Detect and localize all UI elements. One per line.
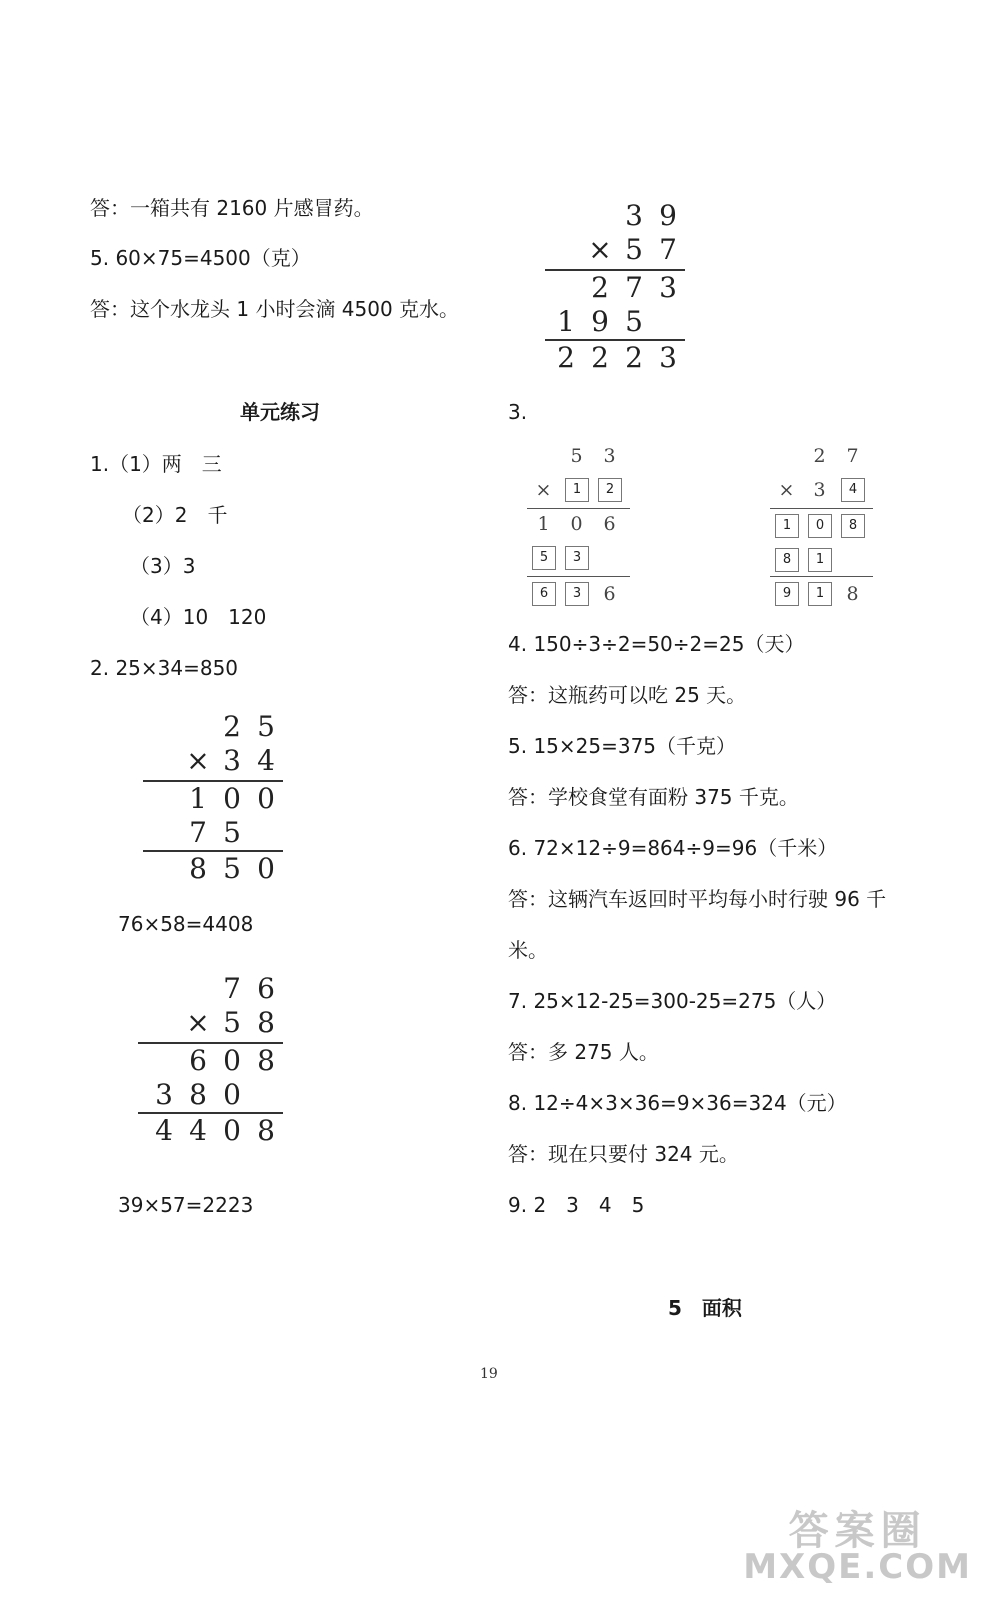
calc-row xyxy=(181,852,283,886)
digit: 5 xyxy=(625,233,643,266)
digit: 0 xyxy=(223,1114,241,1147)
answer-box: 3 xyxy=(565,546,589,570)
page-number: 19 xyxy=(480,1366,498,1382)
digit: 3 xyxy=(625,199,643,232)
question-7: 7. 25×12-25=300-25=275（人） xyxy=(508,989,837,1013)
digit: 3 xyxy=(659,271,677,304)
answer-box: 5 xyxy=(532,546,556,570)
calc-row xyxy=(770,476,869,504)
answer-box: 1 xyxy=(775,514,799,538)
section-title: 5 面积 xyxy=(668,1296,742,1320)
watermark-line2: MXQE.COM xyxy=(743,1547,972,1587)
calc-row xyxy=(181,782,283,816)
digit: 7 xyxy=(189,816,207,849)
digit: 9 xyxy=(659,199,677,232)
digit: 0 xyxy=(223,1044,241,1077)
digit: 2 xyxy=(625,341,643,374)
digit: 2 xyxy=(813,445,826,467)
answer-8: 答：现在只要付 324 元。 xyxy=(508,1142,739,1166)
answer-box: 9 xyxy=(775,582,799,606)
answer-box: 1 xyxy=(565,478,589,502)
digit: 6 xyxy=(257,972,275,1005)
digit: 6 xyxy=(603,583,616,605)
watermark-logo xyxy=(743,1508,972,1587)
question-9: 9. 2 3 4 5 xyxy=(508,1193,645,1217)
digit: 1 xyxy=(537,513,550,535)
times-sign: × xyxy=(186,744,210,777)
times-sign: × xyxy=(186,1006,210,1039)
digit: 7 xyxy=(625,271,643,304)
answer-7: 答：多 275 人。 xyxy=(508,1040,659,1064)
answer-box: 6 xyxy=(532,582,556,606)
calc-row xyxy=(549,341,685,375)
calc-row xyxy=(215,972,283,1006)
watermark-line1: 答案圈 xyxy=(788,1508,927,1554)
calc-row xyxy=(549,305,651,339)
times-sign: × xyxy=(778,479,795,501)
answer-box: 2 xyxy=(598,478,622,502)
digit: 0 xyxy=(223,1078,241,1111)
digit: 8 xyxy=(257,1044,275,1077)
digit: 5 xyxy=(570,445,583,467)
unit-title: 单元练习 xyxy=(240,400,320,424)
equation-39x57: 39×57=2223 xyxy=(118,1193,254,1217)
calc-row xyxy=(583,271,685,305)
calc-row xyxy=(181,1006,283,1040)
calc-row xyxy=(147,1078,249,1112)
answer-box: 1 xyxy=(808,548,832,572)
vertical-calc-39x57 xyxy=(545,199,685,375)
calc-row xyxy=(181,816,249,850)
digit: 8 xyxy=(189,852,207,885)
answer-box: 1 xyxy=(808,582,832,606)
answer-text: 答：一箱共有 2160 片感冒药。 xyxy=(90,196,374,220)
digit: 7 xyxy=(223,972,241,1005)
calc-row xyxy=(527,510,626,538)
digit: 3 xyxy=(223,744,241,777)
calc-row xyxy=(215,710,283,744)
digit: 3 xyxy=(155,1078,173,1111)
digit: 7 xyxy=(659,233,677,266)
question-5-right: 5. 15×25=375（千克） xyxy=(508,734,737,758)
digit: 5 xyxy=(257,710,275,743)
digit: 2 xyxy=(557,341,575,374)
digit: 1 xyxy=(557,305,575,338)
times-sign: × xyxy=(535,479,552,501)
digit: 1 xyxy=(189,782,207,815)
answer-box: 4 xyxy=(841,478,865,502)
calc-row xyxy=(770,580,869,608)
q1-part1: 1.（1）两 三 xyxy=(90,452,222,476)
vertical-calc-76x58 xyxy=(138,972,283,1148)
digit: 3 xyxy=(603,445,616,467)
calc-row xyxy=(560,442,626,470)
digit: 0 xyxy=(257,852,275,885)
digit: 5 xyxy=(223,852,241,885)
digit: 4 xyxy=(257,744,275,777)
answer-6: 答：这辆汽车返回时平均每小时行驶 96 千 xyxy=(508,887,887,911)
calc-rule xyxy=(527,576,630,577)
q1-part2: （2）2 千 xyxy=(122,503,228,527)
digit: 8 xyxy=(257,1006,275,1039)
q1-part4: （4）10 120 xyxy=(130,605,267,629)
calc-row xyxy=(527,580,626,608)
answer-6-cont: 米。 xyxy=(508,938,548,962)
q1-part3: （3）3 xyxy=(130,554,196,578)
answer-box: 8 xyxy=(841,514,865,538)
digit: 0 xyxy=(570,513,583,535)
question-2: 2. 25×34=850 xyxy=(90,656,239,680)
calc-row xyxy=(527,544,593,572)
answer-5-right: 答：学校食堂有面粉 375 千克。 xyxy=(508,785,799,809)
calc-rule xyxy=(770,576,873,577)
calc-rule xyxy=(770,508,873,509)
calc-row xyxy=(770,546,836,574)
digit: 8 xyxy=(846,583,859,605)
digit: 6 xyxy=(603,513,616,535)
calc-row xyxy=(803,442,869,470)
times-sign: × xyxy=(588,233,612,266)
question-8: 8. 12÷4×3×36=9×36=324（元） xyxy=(508,1091,847,1115)
digit: 5 xyxy=(625,305,643,338)
answer-box: 8 xyxy=(775,548,799,572)
digit: 3 xyxy=(813,479,826,501)
calc-row xyxy=(181,744,283,778)
box-calc-27x34 xyxy=(770,442,880,612)
answer-4: 答：这瓶药可以吃 25 天。 xyxy=(508,683,747,707)
answer-5: 答：这个水龙头 1 小时会滴 4500 克水。 xyxy=(90,297,460,321)
digit: 7 xyxy=(846,445,859,467)
digit: 2 xyxy=(591,271,609,304)
box-calc-53x12 xyxy=(527,442,637,612)
question-5: 5. 60×75=4500（克） xyxy=(90,246,311,270)
vertical-calc-25x34 xyxy=(143,710,283,886)
calc-row xyxy=(527,476,626,504)
digit: 2 xyxy=(591,341,609,374)
calc-row xyxy=(583,233,685,267)
answer-box: 3 xyxy=(565,582,589,606)
calc-row xyxy=(770,512,869,540)
digit: 4 xyxy=(155,1114,173,1147)
question-4: 4. 150÷3÷2=50÷2=25（天） xyxy=(508,632,805,656)
digit: 0 xyxy=(257,782,275,815)
digit: 2 xyxy=(223,710,241,743)
digit: 5 xyxy=(223,1006,241,1039)
question-6: 6. 72×12÷9=864÷9=96（千米） xyxy=(508,836,838,860)
digit: 8 xyxy=(189,1078,207,1111)
digit: 5 xyxy=(223,816,241,849)
equation-76x58: 76×58=4408 xyxy=(118,912,254,936)
calc-row xyxy=(181,1044,283,1078)
digit: 0 xyxy=(223,782,241,815)
digit: 9 xyxy=(591,305,609,338)
calc-row xyxy=(617,199,685,233)
calc-row xyxy=(147,1114,283,1148)
digit: 3 xyxy=(659,341,677,374)
digit: 6 xyxy=(189,1044,207,1077)
digit: 4 xyxy=(189,1114,207,1147)
digit: 8 xyxy=(257,1114,275,1147)
calc-rule xyxy=(527,508,630,509)
answer-box: 0 xyxy=(808,514,832,538)
question-3: 3. xyxy=(508,400,528,424)
